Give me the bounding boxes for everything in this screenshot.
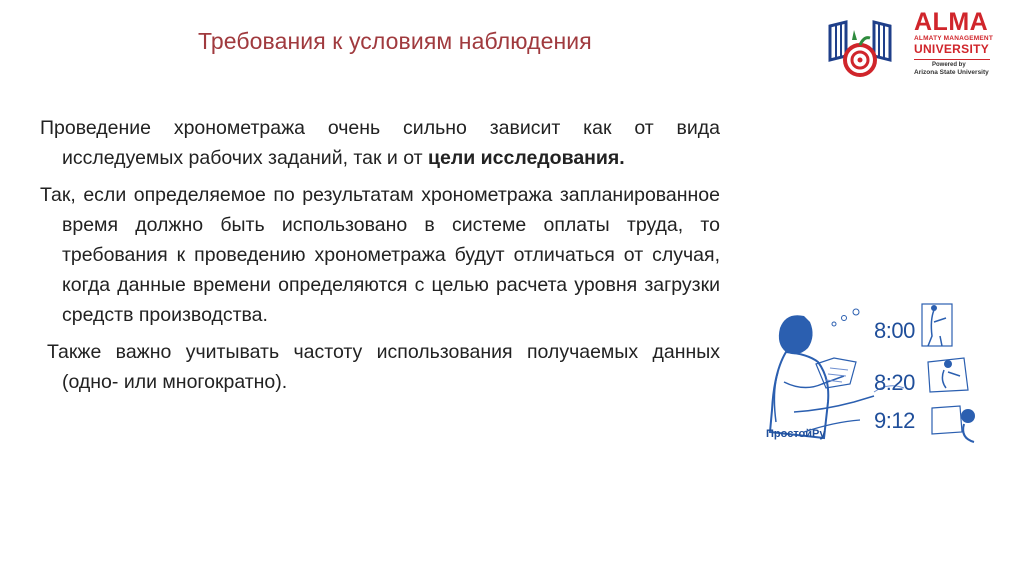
paragraph-2: Так, если определяемое по результатам хронометража запланированное время должно быть использовано в системе оплаты труда, то требования к проведению хронометража будут отличаться от случая, когда данные времени определяются с целью расчета уровня загрузки средств производства. [40,184,720,326]
logo-partner: Arizona State University [914,69,989,76]
logo-subtitle: ALMATY MANAGEMENT [914,35,993,42]
logo-divider [914,59,990,60]
body-text [40,113,720,397]
time-label-3: 9:12 [874,408,915,433]
paragraph-1-text: Проведение хронометража очень сильно зависит как от вида исследуемых рабочих заданий, так и от [40,117,720,169]
time-label-2: 8:20 [874,370,915,395]
logo-name: ALMA [914,8,989,36]
alma-logo [824,8,1004,88]
slide-title: Требования к условиям наблюдения [198,28,592,54]
illustration-brand: ПростойРу [766,428,826,440]
logo-university: UNIVERSITY [914,42,990,56]
paragraph-1 [40,113,720,173]
logo-text [914,10,1006,77]
paragraph-3: Также важно учитывать частоту использования получаемых данных (одно- или многократно). [47,341,720,393]
paragraph-1-bold: цели исследования. [428,147,625,169]
logo-powered-by: Powered by [932,62,966,68]
book-apple-emblem-icon [824,10,912,86]
timing-illustration [764,292,990,452]
time-label-1: 8:00 [874,318,915,343]
